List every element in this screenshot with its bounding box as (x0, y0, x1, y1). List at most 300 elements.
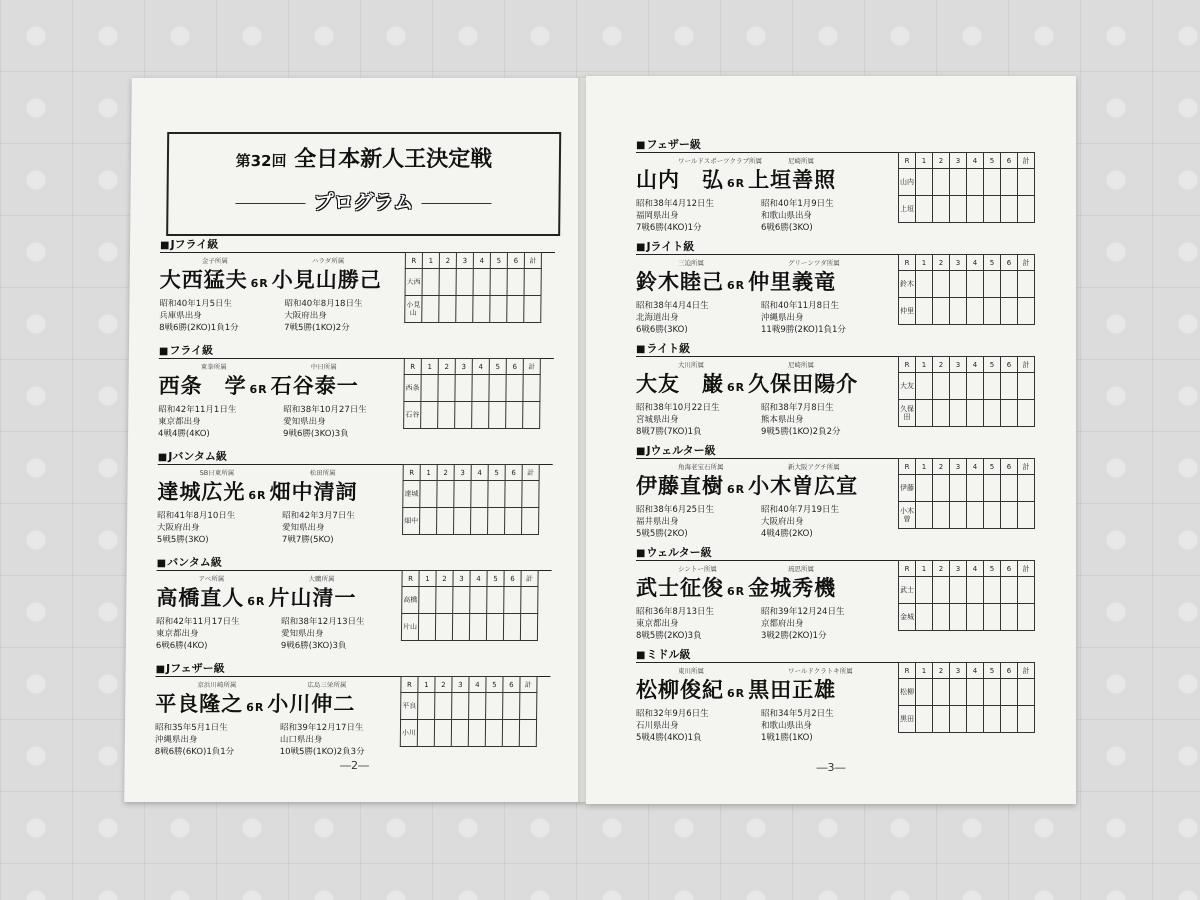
bout-names (636, 674, 836, 704)
score-name-cell-a: 武士 (899, 577, 916, 604)
gym-label-a: SB日東所属 (199, 469, 235, 477)
score-blank-cell (522, 481, 539, 508)
boxer-from-b: 沖縄県出身 (761, 313, 804, 323)
score-blank-cell (916, 679, 933, 706)
boxer-from-b: 大阪府出身 (761, 517, 804, 527)
boxer-record-a: 8戦5勝(2KO)3負 (636, 631, 702, 641)
score-header-cell: 計 (520, 677, 537, 693)
score-blank-cell (507, 296, 524, 323)
boxer-info-b (761, 402, 840, 438)
division-label: ■ Jフェザー級 (156, 662, 551, 677)
score-blank-cell (452, 614, 469, 641)
score-blank-cell (434, 720, 451, 747)
boxer-info-a (155, 722, 235, 758)
score-header-cell: R (402, 571, 419, 587)
score-header-cell: 5 (487, 571, 504, 587)
score-blank-cell (506, 402, 523, 429)
score-header-cell: R (899, 663, 916, 679)
gym-label-b: 中日所属 (310, 363, 337, 371)
score-header-cell: R (401, 677, 418, 693)
score-blank-cell (984, 577, 1001, 604)
score-name-cell-b: 上垣 (899, 196, 916, 223)
bout-names (636, 572, 836, 602)
rounds-label: 6R (727, 279, 746, 292)
score-header-cell: 2 (933, 357, 950, 373)
bout-block (636, 342, 1041, 454)
score-header-cell: 5 (486, 677, 503, 693)
rounds-label: 6R (249, 383, 268, 396)
score-header-cell: 1 (916, 459, 933, 475)
score-blank-cell (984, 298, 1001, 325)
score-name-cell-b: 金城 (899, 604, 916, 631)
score-header-cell: 4 (473, 253, 490, 269)
boxer-info-b (282, 510, 355, 546)
boxer-record-b: 10戦5勝(1KO)2負3分 (279, 747, 365, 757)
score-header-cell: 1 (419, 571, 436, 587)
score-blank-cell (916, 577, 933, 604)
score-blank-cell (933, 706, 950, 733)
score-header-cell: 計 (521, 571, 538, 587)
score-header-cell: 5 (984, 357, 1001, 373)
score-blank-cell (503, 614, 520, 641)
boxer-from-b: 和歌山県出身 (761, 721, 813, 731)
boxer-name-a: 伊藤直樹 (636, 473, 724, 498)
score-header-cell: 1 (916, 663, 933, 679)
score-header-cell: 3 (950, 153, 967, 169)
score-blank-cell (486, 614, 503, 641)
score-name-cell-b: 片山 (401, 614, 418, 641)
rounds-label: 6R (248, 489, 267, 502)
bout-names (156, 582, 356, 612)
score-header-cell: 6 (503, 677, 520, 693)
score-blank-cell (950, 196, 967, 223)
boxer-from-b: 大阪府出身 (284, 311, 327, 321)
score-name-cell-b: 小木曽 (899, 502, 916, 529)
score-blank-cell (933, 271, 950, 298)
score-header-cell: 3 (452, 677, 469, 693)
score-header-cell: 計 (522, 465, 539, 481)
boxer-birth-a: 昭和42年11月1日生 (158, 405, 237, 415)
score-blank-cell (933, 298, 950, 325)
score-blank-cell (439, 296, 456, 323)
score-name-cell-a: 達城 (403, 481, 420, 508)
score-blank-cell (489, 402, 506, 429)
score-name-cell-b: 小川 (400, 720, 417, 747)
score-blank-cell (967, 271, 984, 298)
boxer-name-a: 達城広光 (157, 479, 246, 504)
boxer-birth-b: 昭和34年5月2日生 (761, 709, 834, 719)
score-name-cell-b: 畑中 (403, 508, 420, 535)
boxer-birth-a: 昭和32年9月6日生 (636, 709, 709, 719)
score-blank-cell (455, 402, 472, 429)
score-blank-cell (524, 269, 541, 296)
score-blank-cell (1018, 679, 1035, 706)
score-blank-cell (451, 720, 468, 747)
rounds-label: 6R (247, 595, 266, 608)
score-blank-cell (1001, 604, 1018, 631)
score-blank-cell (519, 720, 536, 747)
score-header-cell: 4 (967, 255, 984, 271)
rounds-label: 6R (727, 177, 746, 190)
score-header-cell: 5 (489, 359, 506, 375)
score-blank-cell (916, 475, 933, 502)
score-header-cell: 4 (967, 153, 984, 169)
score-header-cell: 6 (504, 571, 521, 587)
boxer-name-b: 小川伸二 (267, 691, 356, 716)
boxer-info-b (761, 300, 846, 336)
score-header-cell: 2 (437, 465, 454, 481)
score-header-cell: 6 (1001, 459, 1018, 475)
score-header-cell: 6 (1001, 561, 1018, 577)
boxer-info-a (156, 616, 240, 652)
rounds-label: 6R (250, 277, 269, 290)
score-blank-cell (933, 475, 950, 502)
score-header-cell: 2 (435, 677, 452, 693)
score-blank-cell (487, 587, 504, 614)
score-blank-cell (456, 269, 473, 296)
bout-names (155, 688, 355, 718)
score-header-cell: 1 (916, 357, 933, 373)
boxer-record-a: 6戦6勝(3KO) (636, 325, 688, 335)
score-blank-cell (933, 502, 950, 529)
score-card (898, 458, 1035, 529)
boxer-name-a: 山内 弘 (636, 167, 724, 192)
score-blank-cell (933, 604, 950, 631)
boxer-name-b: 黒田正雄 (748, 677, 837, 702)
score-name-cell-a: 平良 (401, 693, 418, 720)
score-header-cell: 2 (933, 561, 950, 577)
score-header-cell: R (403, 465, 420, 481)
title-main-text: 全日本新人王決定戦 (294, 147, 493, 172)
score-name-cell-b: 小見山 (405, 296, 422, 323)
score-header-cell: 3 (455, 359, 472, 375)
score-blank-cell (950, 271, 967, 298)
program-title-box (166, 132, 561, 236)
score-header-cell: 2 (933, 459, 950, 475)
score-blank-cell (489, 375, 506, 402)
score-blank-cell (967, 298, 984, 325)
boxer-birth-a: 昭和38年10月22日生 (636, 403, 720, 413)
boxer-record-a: 6戦6勝(4KO) (155, 641, 208, 651)
score-header-cell: 4 (471, 465, 488, 481)
score-name-cell-a: 山内 (899, 169, 916, 196)
gym-label-a: 三迫所属 (678, 259, 704, 267)
score-blank-cell (488, 508, 505, 535)
score-blank-cell (950, 400, 967, 427)
score-blank-cell (522, 508, 539, 535)
boxer-info-b (761, 504, 839, 540)
boxer-from-a: 沖縄県出身 (154, 735, 198, 745)
score-blank-cell (453, 587, 470, 614)
score-header-cell: 2 (436, 571, 453, 587)
score-card (898, 356, 1035, 427)
score-blank-cell (421, 375, 438, 402)
score-header-cell: 計 (523, 359, 540, 375)
score-name-cell-a: 高橋 (402, 587, 419, 614)
bout-block (636, 546, 1041, 658)
score-header-cell: 計 (524, 253, 541, 269)
score-blank-cell (916, 604, 933, 631)
boxer-record-a: 8戦6勝(2KO)1負1分 (159, 323, 239, 333)
boxer-record-a: 4戦4勝(4KO) (158, 429, 210, 439)
bout-block (156, 556, 562, 668)
score-header-cell: R (405, 253, 422, 269)
boxer-name-a: 大友 巌 (636, 371, 724, 396)
boxer-record-b: 11戦9勝(2KO)1負1分 (761, 325, 846, 335)
score-blank-cell (454, 481, 471, 508)
bout-block (155, 662, 561, 774)
score-header-cell: 4 (967, 663, 984, 679)
score-blank-cell (503, 693, 520, 720)
gym-label-b: グリーンツダ所属 (788, 259, 840, 267)
boxer-birth-a: 昭和38年4月4日生 (636, 301, 709, 311)
boxer-from-b: 愛知県出身 (283, 417, 326, 427)
score-blank-cell (473, 296, 490, 323)
score-blank-cell (471, 508, 488, 535)
boxer-name-a: 武士征俊 (636, 575, 724, 600)
score-blank-cell (420, 481, 437, 508)
score-blank-cell (422, 269, 439, 296)
division-label: ■ バンタム級 (157, 556, 552, 571)
score-card (898, 662, 1035, 733)
score-header-cell: 計 (1018, 663, 1035, 679)
boxer-name-a: 西条 学 (158, 373, 247, 398)
boxer-birth-a: 昭和40年1月5日生 (159, 299, 233, 309)
score-header-cell: 1 (420, 465, 437, 481)
boxer-record-b: 3戦2勝(2KO)1分 (761, 631, 827, 641)
boxer-info-b (761, 606, 844, 642)
score-blank-cell (420, 508, 437, 535)
boxer-from-a: 東京都出身 (636, 619, 679, 629)
page-number-right: ―3― (816, 761, 846, 774)
score-blank-cell (473, 269, 490, 296)
score-blank-cell (967, 604, 984, 631)
boxer-birth-a: 昭和38年6月25日生 (636, 505, 715, 515)
boxer-record-b: 7戦5勝(1KO)2分 (284, 323, 350, 333)
bout-block (636, 444, 1041, 556)
boxer-from-a: 北海道出身 (636, 313, 679, 323)
bout-names (636, 368, 858, 398)
score-header-cell: 2 (438, 359, 455, 375)
gym-label-b: 広島三栄所属 (307, 681, 347, 689)
boxer-record-b: 9戦6勝(3KO)3負 (283, 429, 349, 439)
score-header-cell: 計 (1018, 153, 1035, 169)
score-blank-cell (933, 400, 950, 427)
score-header-cell: R (899, 255, 916, 271)
boxer-from-b: 山口県出身 (279, 735, 323, 745)
score-blank-cell (967, 169, 984, 196)
bout-names (636, 266, 836, 296)
score-header-cell: R (899, 561, 916, 577)
gym-label-a: 京浜川崎所属 (197, 681, 237, 689)
boxer-birth-b: 昭和40年8月18日生 (284, 299, 363, 309)
score-blank-cell (1001, 169, 1018, 196)
boxer-birth-b: 昭和40年11月8日生 (761, 301, 840, 311)
score-blank-cell (1018, 604, 1035, 631)
boxer-info-a (159, 298, 239, 334)
score-header-cell: R (899, 153, 916, 169)
score-name-cell-b: 石谷 (404, 402, 421, 429)
score-blank-cell (1018, 298, 1035, 325)
score-header-cell: 6 (1001, 663, 1018, 679)
bout-block (157, 450, 563, 562)
boxer-from-a: 福井県出身 (636, 517, 679, 527)
rounds-label: 6R (727, 381, 746, 394)
boxer-name-b: 久保田陽介 (748, 371, 859, 396)
score-header-cell: R (899, 459, 916, 475)
boxer-birth-a: 昭和36年8月13日生 (636, 607, 715, 617)
score-blank-cell (435, 614, 452, 641)
boxer-record-b: 9戦6勝(3KO)3負 (280, 641, 347, 651)
score-header-cell: 6 (505, 465, 522, 481)
division-label: ■ Jフライ級 (160, 238, 555, 253)
score-blank-cell (454, 508, 471, 535)
boxer-from-a: 福岡県出身 (636, 211, 679, 221)
division-label: ■ ウェルター級 (636, 546, 1031, 561)
gym-label-b: ハラダ所属 (311, 257, 345, 265)
score-header-cell: 3 (456, 253, 473, 269)
score-name-cell-b: 仲里 (899, 298, 916, 325)
score-blank-cell (1018, 577, 1035, 604)
boxer-birth-b: 昭和39年12月17日生 (279, 723, 364, 733)
division-label: ■ Jウェルター級 (636, 444, 1031, 459)
score-blank-cell (950, 679, 967, 706)
score-blank-cell (1001, 679, 1018, 706)
gym-label-a: シントー所属 (678, 565, 717, 573)
score-header-cell: 2 (933, 663, 950, 679)
score-header-cell: 2 (439, 253, 456, 269)
score-blank-cell (1001, 400, 1018, 427)
score-blank-cell (436, 587, 453, 614)
score-blank-cell (1018, 169, 1035, 196)
boxer-name-b: 片山清一 (268, 585, 357, 610)
score-blank-cell (470, 587, 487, 614)
score-blank-cell (456, 296, 473, 323)
score-blank-cell (984, 196, 1001, 223)
division-label: ■ フライ級 (159, 344, 554, 359)
boxer-info-b (761, 708, 834, 744)
score-card (401, 570, 539, 641)
score-blank-cell (984, 373, 1001, 400)
gym-label-a: 金子所属 (201, 257, 228, 265)
score-blank-cell (523, 375, 540, 402)
bout-names (157, 476, 357, 506)
score-header-cell: 計 (1018, 357, 1035, 373)
score-blank-cell (984, 502, 1001, 529)
score-blank-cell (421, 402, 438, 429)
score-name-cell-a: 松柳 (899, 679, 916, 706)
score-card (404, 252, 542, 323)
score-blank-cell (505, 508, 522, 535)
score-header-cell: 1 (421, 359, 438, 375)
score-header-cell: 4 (967, 459, 984, 475)
score-blank-cell (916, 373, 933, 400)
boxer-name-b: 小木曽広宣 (748, 473, 859, 498)
score-blank-cell (984, 169, 1001, 196)
score-header-cell: 3 (454, 465, 471, 481)
boxer-name-a: 大西猛夫 (159, 267, 248, 292)
score-header-cell: 5 (490, 253, 507, 269)
score-blank-cell (984, 679, 1001, 706)
score-blank-cell (1018, 196, 1035, 223)
score-header-cell: 5 (488, 465, 505, 481)
bout-block (158, 344, 564, 456)
score-blank-cell (950, 577, 967, 604)
boxer-name-b: 金城秀機 (748, 575, 837, 600)
score-blank-cell (1001, 502, 1018, 529)
score-blank-cell (472, 375, 489, 402)
score-header-cell: 5 (984, 459, 1001, 475)
score-name-cell-a: 西条 (404, 375, 421, 402)
score-blank-cell (916, 169, 933, 196)
score-header-cell: 1 (916, 255, 933, 271)
score-blank-cell (1001, 373, 1018, 400)
score-header-cell: 3 (453, 571, 470, 587)
bout-block (636, 138, 1041, 250)
gym-label-b: 松田所属 (309, 469, 336, 477)
boxer-birth-b: 昭和38年12月13日生 (281, 617, 365, 627)
score-blank-cell (950, 475, 967, 502)
score-blank-cell (916, 706, 933, 733)
score-header-cell: 1 (422, 253, 439, 269)
score-header-cell: 2 (933, 153, 950, 169)
rounds-label: 6R (727, 585, 746, 598)
boxer-record-a: 8戦6勝(6KO)1負1分 (154, 747, 235, 757)
gym-label-a: 大川所属 (678, 361, 704, 369)
bout-block (636, 240, 1041, 352)
gym-label-a: アベ所属 (198, 575, 225, 583)
boxer-record-a: 5戦5勝(2KO) (636, 529, 688, 539)
boxer-name-b: 畑中清詞 (269, 479, 358, 504)
rounds-label: 6R (246, 701, 265, 714)
boxer-name-b: 小見山勝己 (271, 267, 382, 292)
boxer-birth-a: 昭和38年4月12日生 (636, 199, 715, 209)
score-blank-cell (439, 269, 456, 296)
boxer-record-b: 7戦7勝(5KO) (281, 535, 334, 545)
rounds-label: 6R (727, 483, 746, 496)
score-blank-cell (967, 400, 984, 427)
boxer-info-b (761, 198, 834, 234)
score-blank-cell (468, 720, 485, 747)
left-page (124, 78, 592, 802)
score-name-cell-b: 久保田 (899, 400, 916, 427)
boxer-name-b: 上垣善照 (748, 167, 837, 192)
boxer-from-a: 東京都出身 (158, 417, 201, 427)
boxer-birth-b: 昭和38年7月8日生 (761, 403, 834, 413)
score-header-cell: 6 (507, 253, 524, 269)
score-blank-cell (1001, 706, 1018, 733)
boxer-from-b: 京都府出身 (761, 619, 804, 629)
score-blank-cell (967, 679, 984, 706)
score-blank-cell (469, 693, 486, 720)
score-header-cell: 3 (950, 459, 967, 475)
score-blank-cell (933, 679, 950, 706)
score-blank-cell (437, 508, 454, 535)
score-blank-cell (505, 481, 522, 508)
bout-block (159, 238, 565, 350)
boxer-from-a: 大阪府出身 (157, 523, 200, 533)
gym-label-a: 東拳所属 (200, 363, 227, 371)
score-blank-cell (455, 375, 472, 402)
boxer-from-b: 愛知県出身 (280, 629, 324, 639)
score-header-cell: 3 (950, 357, 967, 373)
score-header-cell: 5 (984, 561, 1001, 577)
bout-block (636, 648, 1041, 760)
score-blank-cell (967, 196, 984, 223)
boxer-info-a (636, 198, 714, 234)
gym-label-a: 東川所属 (678, 667, 704, 675)
score-blank-cell (504, 587, 521, 614)
